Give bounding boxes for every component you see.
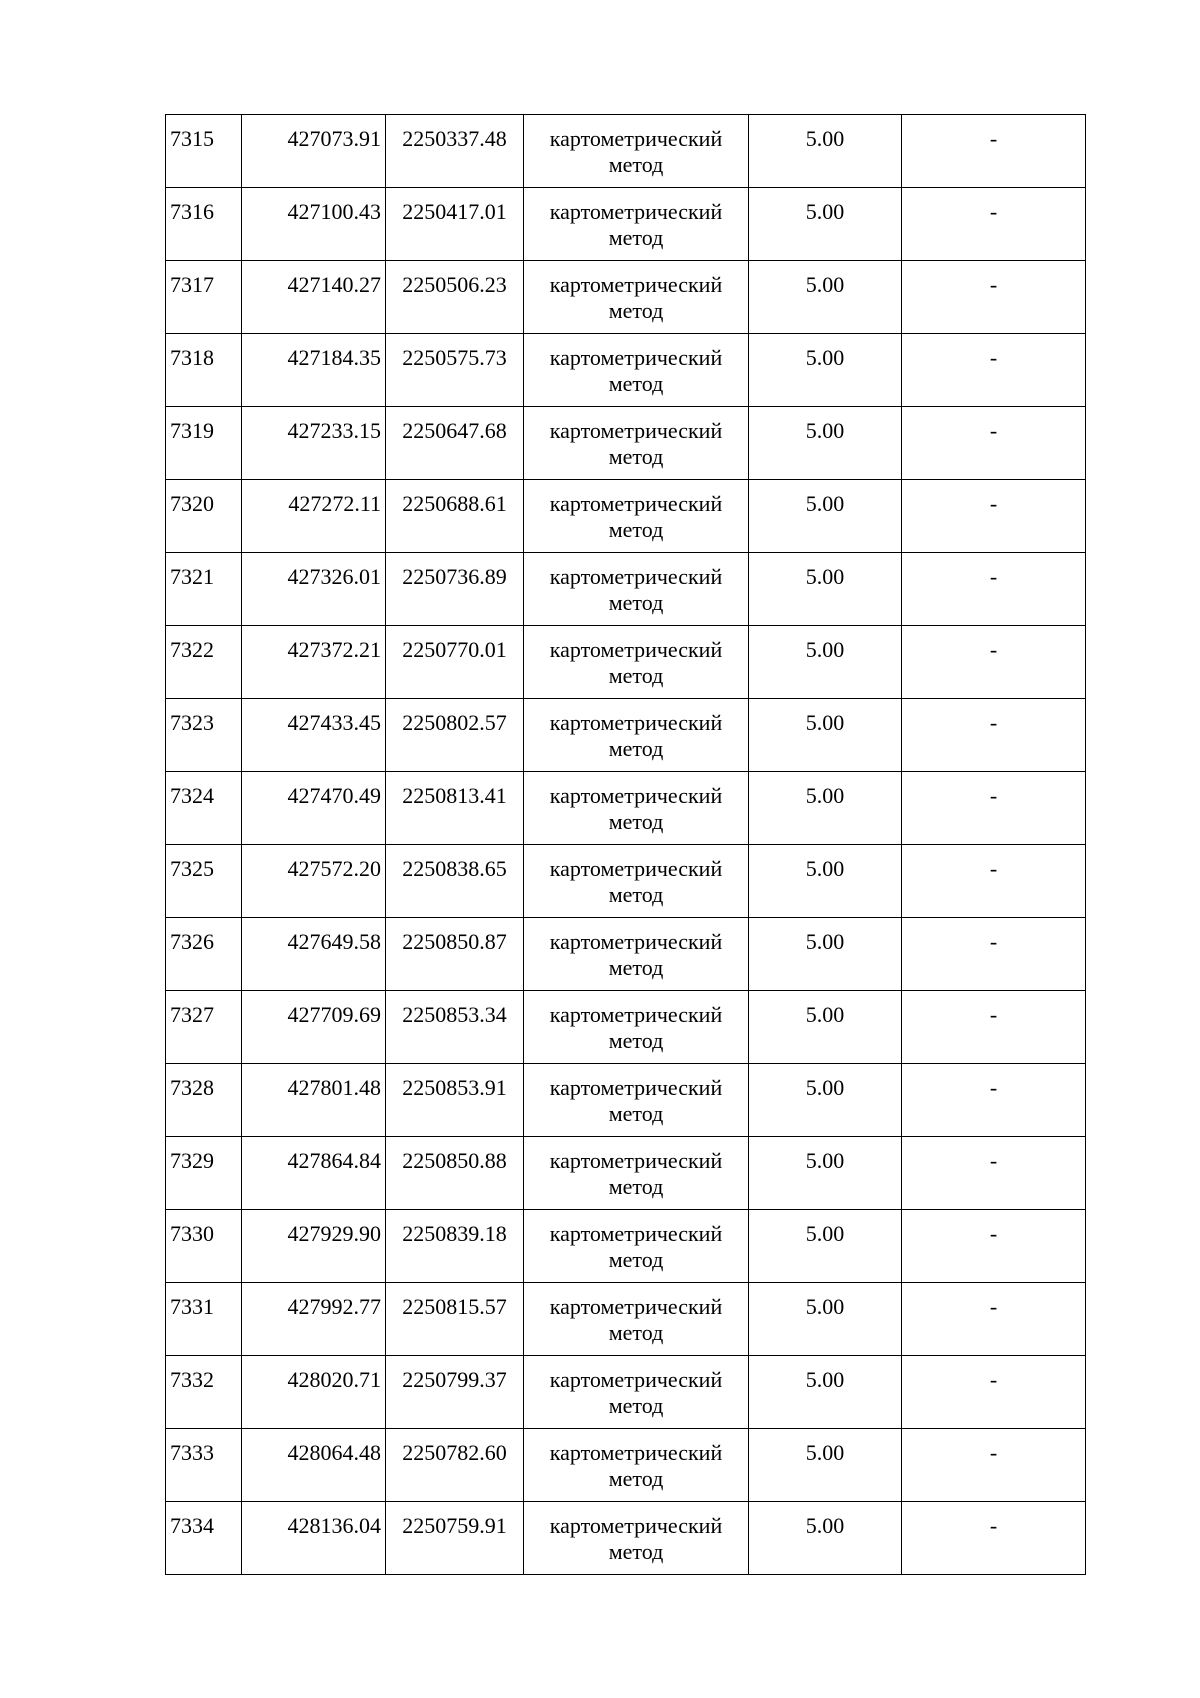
method-line-2: метод — [608, 371, 664, 396]
y-coordinate-cell: 2250782.60 — [386, 1429, 524, 1502]
point-number-cell: 7320 — [166, 480, 242, 553]
method-line-1: картометрический — [549, 1075, 723, 1100]
point-number-cell: 7319 — [166, 407, 242, 480]
table-row — [166, 115, 1086, 188]
description-cell: - — [902, 1502, 1086, 1575]
description-cell: - — [902, 553, 1086, 626]
method-cell — [524, 115, 749, 188]
accuracy-cell: 5.00 — [749, 1210, 902, 1283]
accuracy-cell: 5.00 — [749, 188, 902, 261]
method-line-2: метод — [608, 1247, 664, 1272]
table-row — [166, 1356, 1086, 1429]
method-line-1: картометрический — [549, 929, 723, 954]
x-coordinate-cell: 428136.04 — [242, 1502, 386, 1575]
point-number-cell: 7333 — [166, 1429, 242, 1502]
method-line-2: метод — [608, 1539, 664, 1564]
x-coordinate-cell: 427572.20 — [242, 845, 386, 918]
point-number-cell: 7326 — [166, 918, 242, 991]
method-cell — [524, 1502, 749, 1575]
point-number-cell: 7315 — [166, 115, 242, 188]
point-number-cell: 7327 — [166, 991, 242, 1064]
x-coordinate-cell: 427326.01 — [242, 553, 386, 626]
method-line-1: картометрический — [549, 1002, 723, 1027]
point-number-cell: 7331 — [166, 1283, 242, 1356]
x-coordinate-cell: 427801.48 — [242, 1064, 386, 1137]
method-cell — [524, 918, 749, 991]
accuracy-cell: 5.00 — [749, 480, 902, 553]
method-line-2: метод — [608, 809, 664, 834]
point-number-cell: 7328 — [166, 1064, 242, 1137]
table-row — [166, 1429, 1086, 1502]
x-coordinate-cell: 427433.45 — [242, 699, 386, 772]
x-coordinate-cell: 427233.15 — [242, 407, 386, 480]
table-row — [166, 1064, 1086, 1137]
y-coordinate-cell: 2250853.34 — [386, 991, 524, 1064]
method-cell — [524, 1283, 749, 1356]
method-cell — [524, 1356, 749, 1429]
x-coordinate-cell: 427864.84 — [242, 1137, 386, 1210]
accuracy-cell: 5.00 — [749, 1137, 902, 1210]
method-line-1: картометрический — [549, 1513, 723, 1538]
description-cell: - — [902, 1137, 1086, 1210]
description-cell: - — [902, 1210, 1086, 1283]
method-line-2: метод — [608, 882, 664, 907]
method-line-1: картометрический — [549, 1148, 723, 1173]
method-line-2: метод — [608, 517, 664, 542]
method-line-2: метод — [608, 1320, 664, 1345]
point-number-cell: 7318 — [166, 334, 242, 407]
table-row — [166, 334, 1086, 407]
description-cell: - — [902, 845, 1086, 918]
x-coordinate-cell: 427372.21 — [242, 626, 386, 699]
table-row — [166, 918, 1086, 991]
point-number-cell: 7317 — [166, 261, 242, 334]
accuracy-cell: 5.00 — [749, 918, 902, 991]
y-coordinate-cell: 2250799.37 — [386, 1356, 524, 1429]
method-line-1: картометрический — [549, 345, 723, 370]
method-line-1: картометрический — [549, 710, 723, 735]
point-number-cell: 7324 — [166, 772, 242, 845]
point-number-cell: 7321 — [166, 553, 242, 626]
table-row — [166, 553, 1086, 626]
method-line-1: картометрический — [549, 1367, 723, 1392]
y-coordinate-cell: 2250838.65 — [386, 845, 524, 918]
y-coordinate-cell: 2250815.57 — [386, 1283, 524, 1356]
method-cell — [524, 1137, 749, 1210]
method-line-2: метод — [608, 590, 664, 615]
table-row — [166, 772, 1086, 845]
table-row — [166, 1502, 1086, 1575]
method-cell — [524, 772, 749, 845]
y-coordinate-cell: 2250839.18 — [386, 1210, 524, 1283]
x-coordinate-cell: 427929.90 — [242, 1210, 386, 1283]
table-row — [166, 845, 1086, 918]
y-coordinate-cell: 2250647.68 — [386, 407, 524, 480]
table-row — [166, 1137, 1086, 1210]
x-coordinate-cell: 427709.69 — [242, 991, 386, 1064]
accuracy-cell: 5.00 — [749, 772, 902, 845]
point-number-cell: 7334 — [166, 1502, 242, 1575]
description-cell: - — [902, 626, 1086, 699]
method-cell — [524, 1064, 749, 1137]
x-coordinate-cell: 427992.77 — [242, 1283, 386, 1356]
method-line-2: метод — [608, 298, 664, 323]
method-line-1: картометрический — [549, 564, 723, 589]
accuracy-cell: 5.00 — [749, 1064, 902, 1137]
x-coordinate-cell: 427649.58 — [242, 918, 386, 991]
method-line-1: картометрический — [549, 783, 723, 808]
y-coordinate-cell: 2250417.01 — [386, 188, 524, 261]
table-row — [166, 1283, 1086, 1356]
y-coordinate-cell: 2250850.87 — [386, 918, 524, 991]
y-coordinate-cell: 2250802.57 — [386, 699, 524, 772]
method-line-2: метод — [608, 1028, 664, 1053]
point-number-cell: 7316 — [166, 188, 242, 261]
table-row — [166, 1210, 1086, 1283]
method-line-1: картометрический — [549, 199, 723, 224]
method-line-2: метод — [608, 1174, 664, 1199]
accuracy-cell: 5.00 — [749, 1283, 902, 1356]
coordinates-table — [165, 114, 1086, 1575]
method-line-1: картометрический — [549, 418, 723, 443]
method-cell — [524, 1210, 749, 1283]
y-coordinate-cell: 2250337.48 — [386, 115, 524, 188]
table-row — [166, 626, 1086, 699]
y-coordinate-cell: 2250506.23 — [386, 261, 524, 334]
y-coordinate-cell: 2250736.89 — [386, 553, 524, 626]
table-row — [166, 188, 1086, 261]
description-cell: - — [902, 1429, 1086, 1502]
method-line-1: картометрический — [549, 272, 723, 297]
description-cell: - — [902, 261, 1086, 334]
method-line-1: картометрический — [549, 856, 723, 881]
accuracy-cell: 5.00 — [749, 407, 902, 480]
x-coordinate-cell: 428064.48 — [242, 1429, 386, 1502]
x-coordinate-cell: 427073.91 — [242, 115, 386, 188]
method-line-2: метод — [608, 152, 664, 177]
method-cell — [524, 188, 749, 261]
accuracy-cell: 5.00 — [749, 991, 902, 1064]
y-coordinate-cell: 2250759.91 — [386, 1502, 524, 1575]
accuracy-cell: 5.00 — [749, 334, 902, 407]
description-cell: - — [902, 772, 1086, 845]
y-coordinate-cell: 2250850.88 — [386, 1137, 524, 1210]
method-cell — [524, 261, 749, 334]
x-coordinate-cell: 427184.35 — [242, 334, 386, 407]
accuracy-cell: 5.00 — [749, 261, 902, 334]
method-line-2: метод — [608, 225, 664, 250]
method-line-2: метод — [608, 955, 664, 980]
method-cell — [524, 553, 749, 626]
method-line-1: картометрический — [549, 126, 723, 151]
method-cell — [524, 1429, 749, 1502]
y-coordinate-cell: 2250853.91 — [386, 1064, 524, 1137]
description-cell: - — [902, 699, 1086, 772]
accuracy-cell: 5.00 — [749, 553, 902, 626]
x-coordinate-cell: 427272.11 — [242, 480, 386, 553]
method-line-1: картометрический — [549, 1294, 723, 1319]
method-line-1: картометрический — [549, 491, 723, 516]
method-cell — [524, 845, 749, 918]
table-body — [166, 115, 1086, 1575]
method-cell — [524, 407, 749, 480]
description-cell: - — [902, 334, 1086, 407]
method-line-2: метод — [608, 1466, 664, 1491]
point-number-cell: 7332 — [166, 1356, 242, 1429]
table-row — [166, 261, 1086, 334]
accuracy-cell: 5.00 — [749, 1356, 902, 1429]
point-number-cell: 7330 — [166, 1210, 242, 1283]
accuracy-cell: 5.00 — [749, 699, 902, 772]
method-cell — [524, 334, 749, 407]
method-line-2: метод — [608, 736, 664, 761]
description-cell: - — [902, 115, 1086, 188]
point-number-cell: 7325 — [166, 845, 242, 918]
description-cell: - — [902, 1283, 1086, 1356]
point-number-cell: 7323 — [166, 699, 242, 772]
description-cell: - — [902, 407, 1086, 480]
y-coordinate-cell: 2250813.41 — [386, 772, 524, 845]
method-line-1: картометрический — [549, 637, 723, 662]
table-row — [166, 407, 1086, 480]
accuracy-cell: 5.00 — [749, 845, 902, 918]
x-coordinate-cell: 427100.43 — [242, 188, 386, 261]
point-number-cell: 7322 — [166, 626, 242, 699]
method-cell — [524, 626, 749, 699]
x-coordinate-cell: 427140.27 — [242, 261, 386, 334]
method-line-1: картометрический — [549, 1221, 723, 1246]
table-row — [166, 699, 1086, 772]
method-line-2: метод — [608, 663, 664, 688]
x-coordinate-cell: 427470.49 — [242, 772, 386, 845]
description-cell: - — [902, 991, 1086, 1064]
accuracy-cell: 5.00 — [749, 1429, 902, 1502]
method-cell — [524, 991, 749, 1064]
table-row — [166, 480, 1086, 553]
y-coordinate-cell: 2250770.01 — [386, 626, 524, 699]
accuracy-cell: 5.00 — [749, 626, 902, 699]
method-line-1: картометрический — [549, 1440, 723, 1465]
accuracy-cell: 5.00 — [749, 115, 902, 188]
description-cell: - — [902, 918, 1086, 991]
method-line-2: метод — [608, 1393, 664, 1418]
method-cell — [524, 480, 749, 553]
table-row — [166, 991, 1086, 1064]
accuracy-cell: 5.00 — [749, 1502, 902, 1575]
point-number-cell: 7329 — [166, 1137, 242, 1210]
x-coordinate-cell: 428020.71 — [242, 1356, 386, 1429]
method-line-2: метод — [608, 444, 664, 469]
description-cell: - — [902, 480, 1086, 553]
description-cell: - — [902, 1064, 1086, 1137]
y-coordinate-cell: 2250575.73 — [386, 334, 524, 407]
method-cell — [524, 699, 749, 772]
method-line-2: метод — [608, 1101, 664, 1126]
description-cell: - — [902, 1356, 1086, 1429]
description-cell: - — [902, 188, 1086, 261]
y-coordinate-cell: 2250688.61 — [386, 480, 524, 553]
